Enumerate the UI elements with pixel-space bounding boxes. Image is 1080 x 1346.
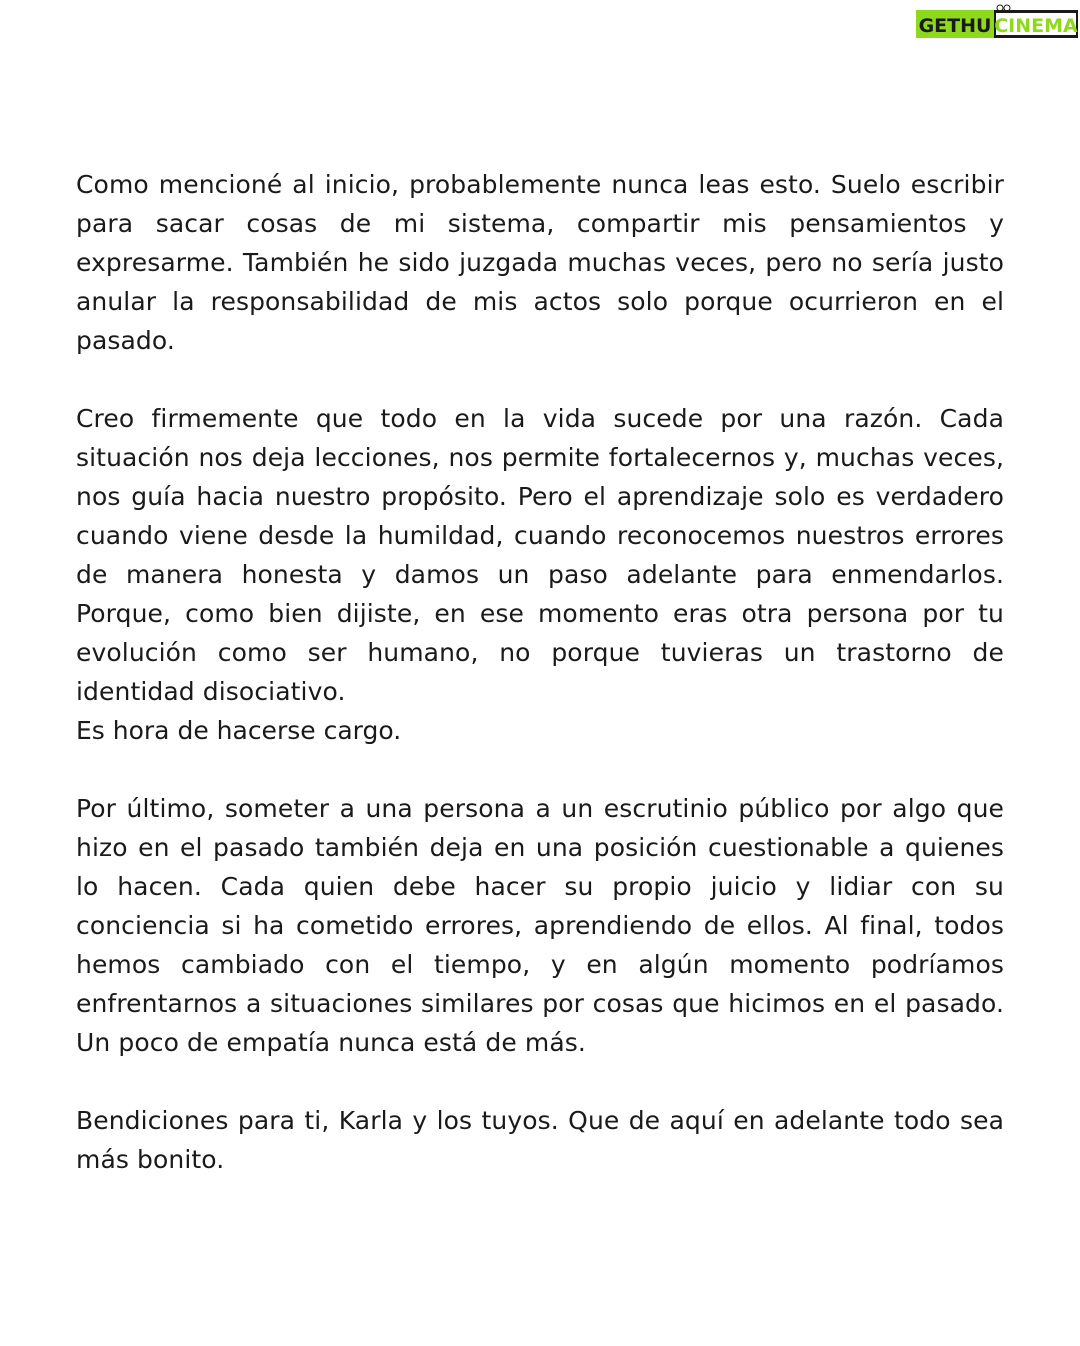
paragraph-1: Como mencioné al inicio, probablemente nunca leas esto. Suelo escribir para sacar cosas de mi sistema, compartir mis pensamientos y expresarme. También he sido juzgada muchas veces, pero no sería justo anular la responsabilidad de mis actos solo porque ocurrieron en el pasado.	[76, 170, 1004, 355]
logo-graphic	[916, 4, 1078, 44]
letter-body	[76, 165, 1004, 1218]
paragraph-4: Bendiciones para ti, Karla y los tuyos. Que de aquí en adelante todo sea más bonito.	[76, 1106, 1004, 1174]
paragraph-2-group	[76, 399, 1004, 750]
gethucinema-logo	[916, 4, 1078, 44]
paragraph-3: Por último, someter a una persona a un escrutinio público por algo que hizo en el pasado también deja en una posición cuestionable a quienes lo hacen. Cada quien debe hacer su propio juicio y lidiar con su conciencia si ha cometido errores, aprendiendo de ellos. Al final, todos hemos cambiado con el tiempo, y en algún momento podríamos enfrentarnos a situaciones similares por cosas que hicimos en el pasado. Un poco de empatía nunca está de más.	[76, 794, 1004, 1057]
svg-text:GETHU: GETHU	[918, 15, 992, 37]
svg-text:CINEMA: CINEMA	[994, 15, 1078, 37]
paragraph-2: Creo firmemente que todo en la vida sucede por una razón. Cada situación nos deja lecciones, nos permite fortalecernos y, muchas veces, nos guía hacia nuestro propósito. Pero el aprendizaje solo es verdadero cuando viene desde la humildad, cuando reconocemos nuestros errores de manera honesta y damos un paso adelante para enmendarlos. Porque, como bien dijiste, en ese momento eras otra persona por tu evolución como ser humano, no porque tuvieras un trastorno de identidad disociativo.	[76, 404, 1004, 706]
paragraph-2-closing: Es hora de hacerse cargo.	[76, 716, 402, 745]
